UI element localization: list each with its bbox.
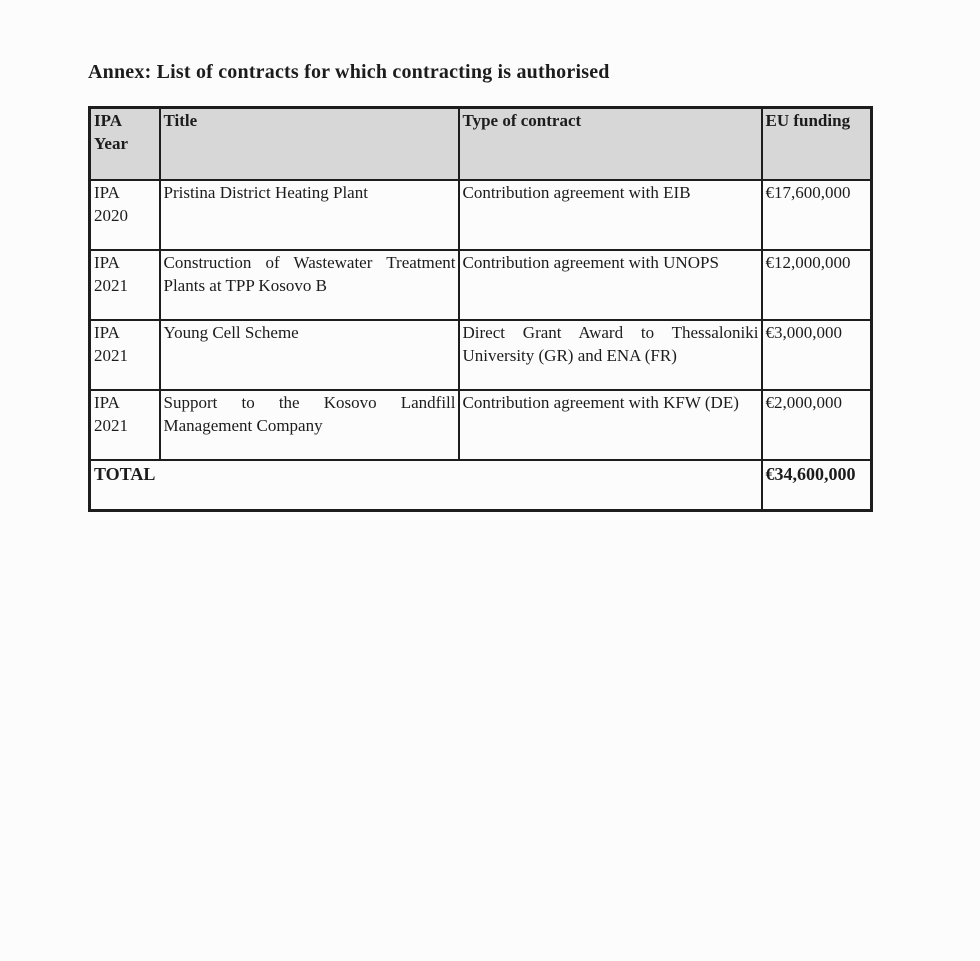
table-row	[90, 250, 872, 320]
cell-ipa-year: IPA 2021	[90, 250, 160, 320]
cell-ipa-year: IPA 2020	[90, 180, 160, 250]
cell-ipa-year: IPA 2021	[90, 320, 160, 390]
total-row	[90, 460, 872, 511]
total-eu-funding: €34,600,000	[762, 460, 872, 511]
column-header-type: Type of contract	[459, 108, 762, 181]
cell-title: Pristina District Heating Plant	[160, 180, 459, 250]
header-row	[90, 108, 872, 181]
cell-contract-type: Contribution agreement with EIB	[459, 180, 762, 250]
column-header-ipa-year: IPA Year	[90, 108, 160, 181]
cell-title: Construction of Wastewater Treatment Plants at TPP Kosovo B	[160, 250, 459, 320]
page-title: Annex: List of contracts for which contracting is authorised	[88, 61, 610, 83]
column-header-title: Title	[160, 108, 459, 181]
cell-title: Young Cell Scheme	[160, 320, 459, 390]
cell-eu-funding: €12,000,000	[762, 250, 872, 320]
table-row	[90, 320, 872, 390]
total-label: TOTAL	[90, 460, 762, 511]
cell-contract-type: Contribution agreement with UNOPS	[459, 250, 762, 320]
cell-eu-funding: €2,000,000	[762, 390, 872, 460]
column-header-eu-funding: EU funding	[762, 108, 872, 181]
table-row	[90, 390, 872, 460]
cell-eu-funding: €3,000,000	[762, 320, 872, 390]
cell-title: Support to the Kosovo Landfill Management Company	[160, 390, 459, 460]
cell-contract-type: Direct Grant Award to Thessaloniki University (GR) and ENA (FR)	[459, 320, 762, 390]
cell-contract-type: Contribution agreement with KFW (DE)	[459, 390, 762, 460]
table-row	[90, 180, 872, 250]
cell-ipa-year: IPA 2021	[90, 390, 160, 460]
contracts-table	[88, 106, 873, 512]
cell-eu-funding: €17,600,000	[762, 180, 872, 250]
